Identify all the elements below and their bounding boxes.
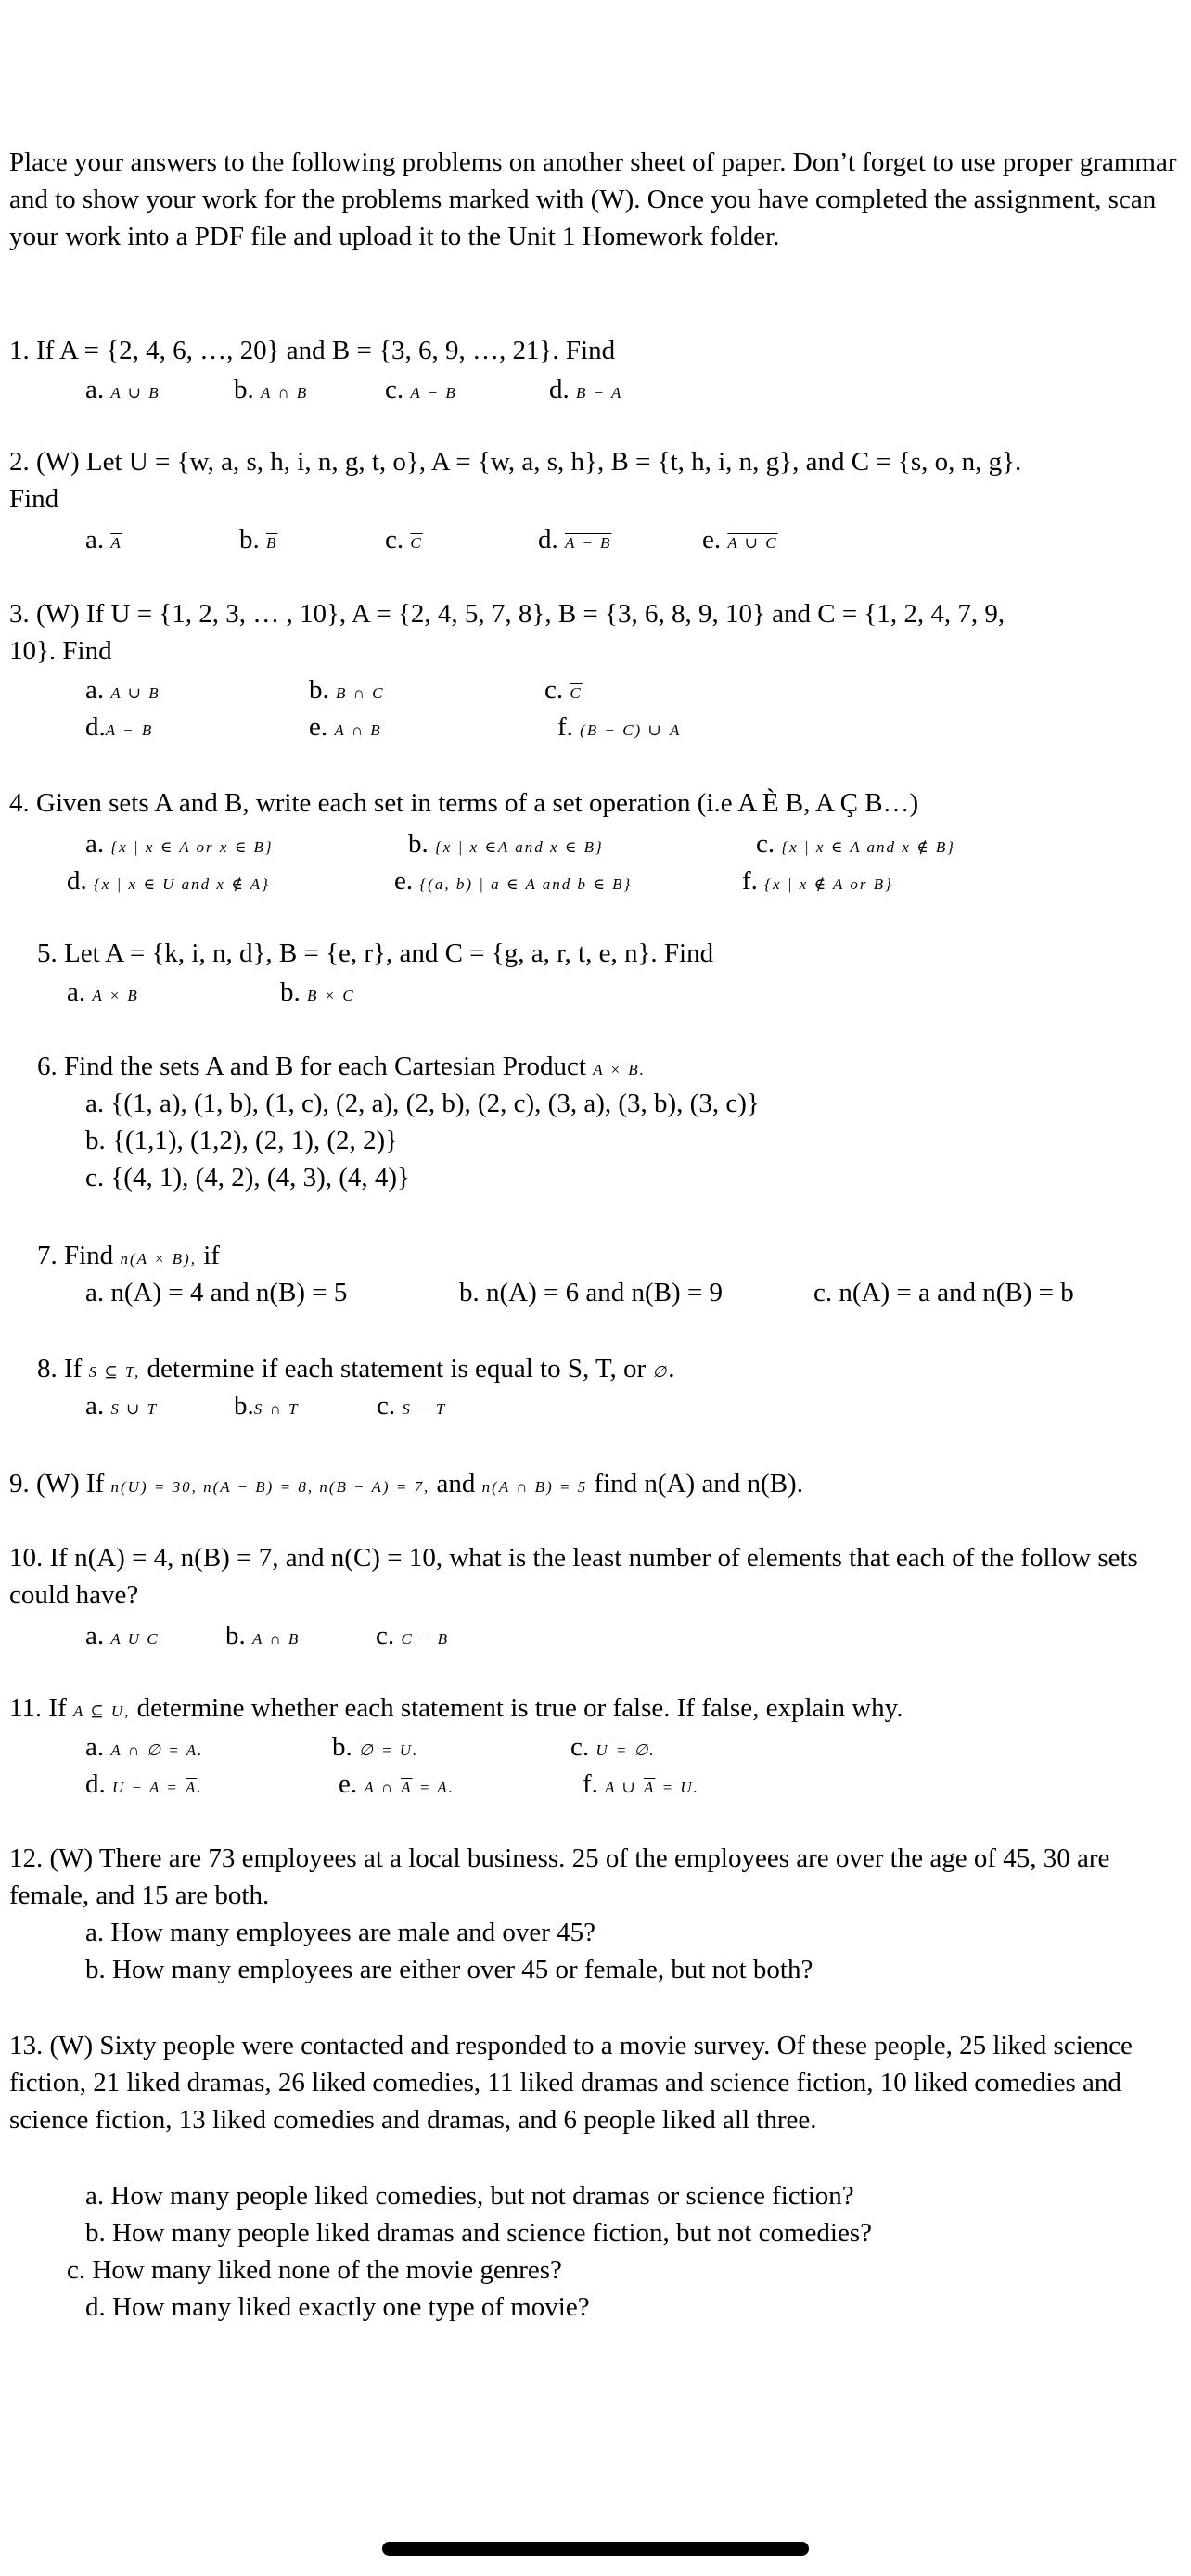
problem-1b: b. A ∩ B [234, 375, 309, 404]
problem-3-stem: 3. (W) If U = {1, 2, 3, … , 10}, A = {2, 4, 5, 7, 8}, B = {3, 6, 8, 9, 10} and C = {1, 2, 4, 7, 9, [9, 599, 1005, 629]
empty-set-symbol: ∅ [652, 1363, 669, 1381]
problem-12a: a. How many employees are male and over 45? [85, 1918, 596, 1947]
problem-11-stem: 11. If A ⊆ U, determine whether each statement is true or false. If false, explain why. [9, 1693, 903, 1723]
problem-13b: b. How many people liked dramas and science fiction, but not comedies? [85, 2218, 872, 2248]
problem-3a: a. A ∪ B [85, 675, 160, 705]
problem-7c: c. n(A) = a and n(B) = b [813, 1278, 1074, 1307]
problem-7a: a. n(A) = 4 and n(B) = 5 [85, 1278, 348, 1307]
problem-3f: f. (B − C) ∪ $\overline{A}$ [557, 712, 682, 742]
problem-7-stem: 7. Find n(A × B), if [37, 1241, 220, 1270]
problem-11f: f. A ∪ $\overline{A} = U$. [583, 1769, 699, 1799]
problem-8b: b.S ∩ T [234, 1391, 300, 1421]
problem-3c: c. $\overline{C}$ [544, 675, 583, 705]
problem-11d: d. $U - A = \overline{A}$. [85, 1769, 203, 1799]
problem-12b: b. How many employees are either over 45 or female, but not both? [85, 1955, 813, 1984]
problem-11c: c. $\overline{U}$ = ∅. [570, 1732, 656, 1762]
problem-7b: b. n(A) = 6 and n(B) = 9 [459, 1278, 723, 1307]
problem-13d: d. How many liked exactly one type of movie? [85, 2292, 590, 2322]
problem-1d: d. B − A [549, 375, 623, 404]
problem-1-stem: 1. If A = {2, 4, 6, …, 20} and B = {3, 6, 9, …, 21}. Find [9, 336, 616, 365]
problem-9-stem: 9. (W) If n(U) = 30, n(A − B) = 8, n(B − A) = 7, and n(A ∩ B) = 5 find n(A) and n(B). [9, 1469, 803, 1498]
home-indicator-bar[interactable] [382, 2542, 809, 2556]
problem-2a: a. $\overline{A}$ [85, 525, 122, 555]
problem-8-stem: 8. If S ⊆ T, determine if each statement is equal to S, T, or ∅. [37, 1354, 675, 1384]
problem-3b: b. B ∩ C [309, 675, 385, 705]
problem-13c: c. How many liked none of the movie genres? [67, 2255, 562, 2285]
problem-4e: e. {(a, b) | a ∈ A and b ∈ B} [394, 866, 633, 896]
problem-10c: c. C − B [376, 1621, 450, 1651]
problem-8c: c. S − T [377, 1391, 447, 1421]
problem-1a: a. A ∪ B [85, 375, 160, 404]
problem-2b: b. $\overline{B}$ [239, 525, 278, 555]
problem-3-stem-line2: 10}. Find [9, 636, 112, 666]
problem-10a: a. A U C [85, 1621, 160, 1651]
problem-4f: f. {x | x ∉ A or B} [742, 866, 893, 896]
problem-1c: c. A − B [385, 375, 457, 404]
problem-8a: a. S ∪ T [85, 1391, 159, 1421]
problem-5-stem: 5. Let A = {k, i, n, d}, B = {e, r}, and C = {g, a, r, t, e, n}. Find [37, 938, 714, 968]
problem-6b: b. {(1,1), (1,2), (2, 1), (2, 2)} [85, 1126, 399, 1155]
problem-4d: d. {x | x ∈ U and x ∉ A} [67, 866, 270, 896]
problem-10b: b. A ∩ B [225, 1621, 301, 1651]
problem-4a: a. {x | x ∈ A or x ∈ B} [85, 829, 274, 859]
problem-4b: b. {x | x ∈A and x ∈ B} [408, 829, 604, 859]
problem-2d: d. A − B [538, 525, 612, 555]
problem-6-stem: 6. Find the sets A and B for each Cartesian Product A × B. [37, 1052, 646, 1081]
problem-5a: a. A × B [67, 977, 139, 1007]
problem-6a: a. {(1, a), (1, b), (1, c), (2, a), (2, b), (2, c), (3, a), (3, b), (3, c)} [85, 1089, 760, 1118]
problem-3e: e. A ∩ B [309, 712, 382, 742]
problem-4-stem: 4. Given sets A and B, write each set in terms of a set operation (i.e A È B, A Ç B…) [9, 788, 919, 818]
problem-12-stem: 12. (W) There are 73 employees at a local business. 25 of the employees are over the age of 45, 30 are female, and 15 are both. [9, 1843, 1110, 1910]
problem-2e: e. A ∪ C [702, 525, 778, 555]
problem-3d: $d.A - \overline{B}$ [85, 712, 154, 742]
problem-11e: e. A ∩ $\overline{A} = A$. [339, 1769, 455, 1799]
problem-2c: c. $\overline{C}$ [385, 525, 423, 555]
problem-5b: b. B × C [280, 977, 355, 1007]
problem-6c: c. {(4, 1), (4, 2), (4, 3), (4, 4)} [85, 1163, 410, 1192]
problem-2-stem-line2: Find [9, 484, 59, 514]
problem-13a: a. How many people liked comedies, but not dramas or science fiction? [85, 2181, 854, 2211]
problem-2-stem: 2. (W) Let U = {w, a, s, h, i, n, g, t, o}, A = {w, a, s, h}, B = {t, h, i, n, g}, and C = {s, o, n, g}. [9, 447, 1022, 477]
problem-11a: a. A ∩ ∅ = A. [85, 1732, 204, 1762]
problem-10-stem: 10. If n(A) = 4, n(B) = 7, and n(C) = 10, what is the least number of elements that each of the follow sets could have? [9, 1543, 1138, 1610]
instructions-paragraph: Place your answers to the following problems on another sheet of paper. Don’t forget to use proper grammar and to show your work for the problems marked with (W). Once you have completed the assignment, scan your work into a PDF file and upload it to the Unit 1 Homework folder. [9, 147, 1177, 251]
problem-4c: c. {x | x ∈ A and x ∉ B} [756, 829, 956, 859]
problem-11b: b. ∅ = U. [332, 1732, 419, 1762]
problem-13-stem: 13. (W) Sixty people were contacted and responded to a movie survey. Of these people, 25 liked science fiction, 21 liked dramas, 26 liked comedies, 11 liked dramas and science fiction, 10 liked comedies and science fiction, 13 liked comedies and dramas, and 6 people liked all three. [9, 2031, 1133, 2135]
